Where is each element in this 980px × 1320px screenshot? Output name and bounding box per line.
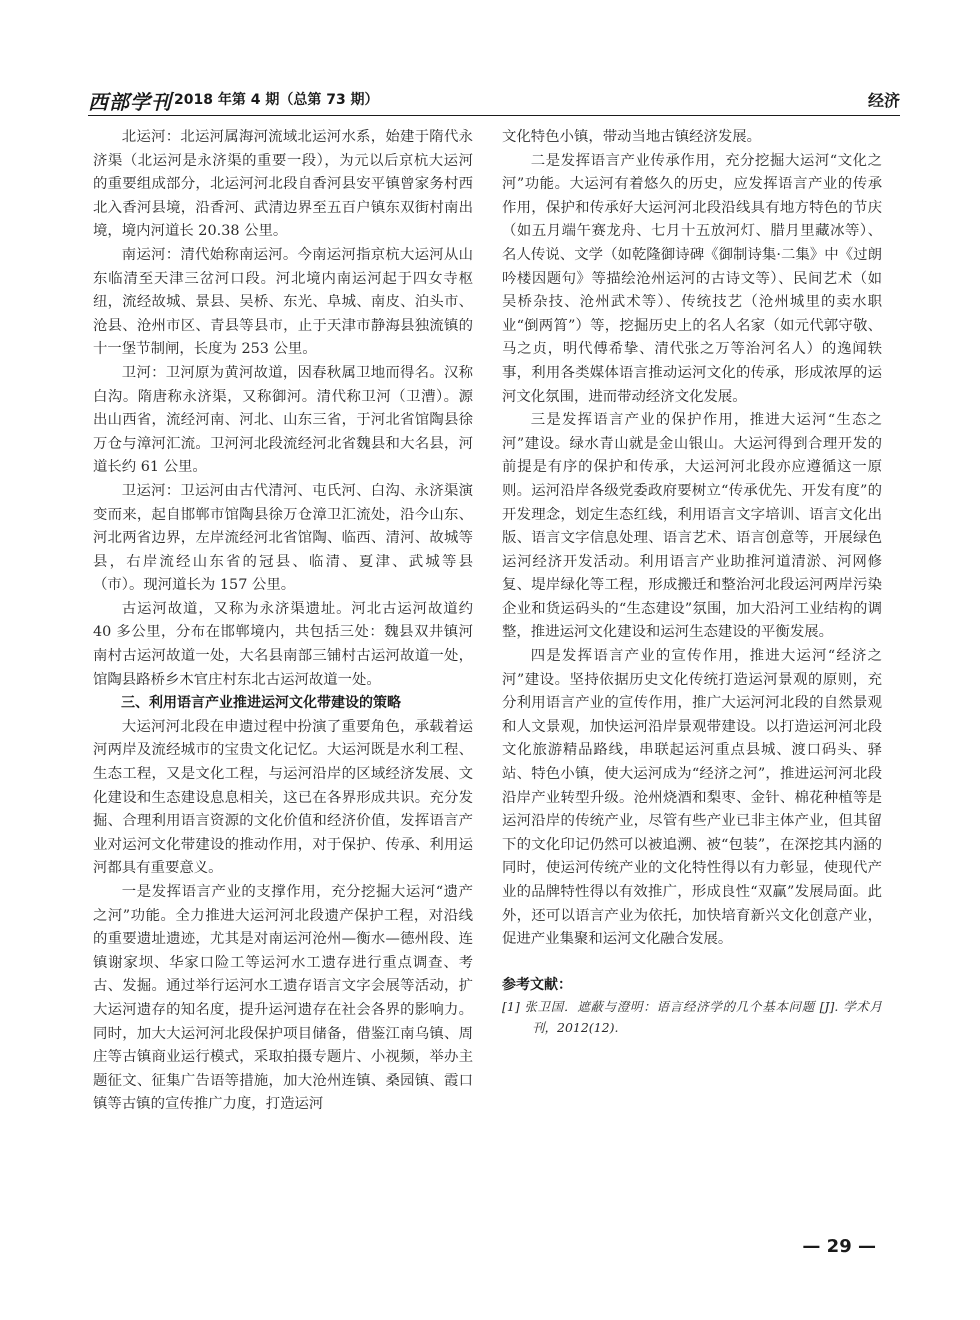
paragraph-strategy-three: 三是发挥语言产业的保护作用，推进大运河“生态之河”建设。绿水青山就是金山银山。大运河得到合理开发的前提是有序的保护和传承，大运河河北段亦应遵循这一原则。运河沿岸各级党委政府要树立“传承优先、开发有度”的开发理念，划定生态红线，利用语言文字培训、语言文化出版、语言文字信息处理、语言艺术、语言创意等，开展绿色运河经济开发活动。利用语言产业助推河道清淤、河网修复、堤岸绿化等工程，形成搬迁和整治河北段运河两岸污染企业和货运码头的“生态建设”氛围，加大沿河工业结构的调整，推进运河文化建设和运河生态建设的平衡发展。 (502, 412, 882, 641)
right-column (502, 126, 882, 1038)
paragraph-south-canal: 南运河：清代始称南运河。今南运河指京杭大运河从山东临清至天津三岔河口段。河北境内南运河起于四女寺枢纽，流经故城、景县、吴桥、东光、阜城、南皮、泊头市、沧县、沧州市区、青县等县市，止于天津市静海县独流镇的十一堡节制闸，长度为 253 公里。 (93, 246, 473, 358)
reference-item: [1] 张卫国．遮蔽与澄明：语言经济学的几个基本问题 [J]. 学术月刊，2012(12). (502, 998, 882, 1035)
paragraph-strategy-intro: 大运河河北段在申遗过程中扮演了重要角色，承载着运河两岸及流经城市的宝贵文化记忆。大运河既是水利工程、生态工程，又是文化工程，与运河沿岸的区域经济发展、文化建设和生态建设息息相关，这已在各界形成共识。充分发掘、合理利用语言资源的文化价值和经济价值，发挥语言产业对运河文化带建设的推动作用，对于保护、传承、利用运河都具有重要意义。 (93, 718, 473, 877)
paragraph-ancient-canal: 古运河故道，又称为永济渠遗址。河北古运河故道约 40 多公里，分布在邯郸境内，共包括三处：魏县双井镇河南村古运河故道一处，大名县南部三铺村古运河故道一处，馆陶县路桥乡木官庄村东北古运河故道一处。 (93, 600, 473, 688)
journal-title: 西部学刊 (88, 90, 172, 114)
page-header (88, 86, 900, 112)
paragraph-strategy-four: 四是发挥语言产业的宣传作用，推进大运河“经济之河”建设。坚持依据历史文化传统打造运河景观的原则，充分利用语言产业的宣传作用，推广大运河河北段的自然景观和人文景观，加快运河沿岸景观带建设。以打造运河河北段文化旅游精品路线，串联起运河重点县城、渡口码头、驿站、特色小镇，使大运河成为“经济之河”，推进运河河北段沿岸产业转型升级。沧州烧酒和梨枣、金针、棉花种植等是运河沿岸的传统产业，尽管有些产业已非主体产业，但其留下的文化印记仍然可以被追溯、被“包装”，在深挖其内涵的同时，使运河传统产业的文化特性得以有力彰显，使现代产业的品牌特性得以有效推广，形成良性“双赢”发展局面。此外，还可以语言产业为依托，加快培育新兴文化创意产业，促进产业集聚和运河文化融合发展。 (502, 648, 882, 948)
page-number: — 29 — (802, 1236, 876, 1257)
references-title: 参考文献： (502, 976, 572, 993)
paragraph-strategy-one: 一是发挥语言产业的支撑作用，充分挖掘大运河“遗产之河”功能。全力推进大运河河北段遗产保护工程，对沿线的重要遗址遗迹，尤其是对南运河沧州—衡水—德州段、连镇谢家坝、华家口险工等运河水工遗存进行重点调查、考古、发掘。通过举行运河水工遗存语言文字会展等活动，扩大运河遗存的知名度，提升运河遗存在社会各界的影响力。同时，加大大运河河北段保护项目储备，借鉴江南乌镇、周庄等古镇商业运行模式，采取拍摄专题片、小视频，举办主题征文、征集广告语等措施，加大沧州连镇、桑园镇、霞口镇等古镇的宣传推广力度，打造运河 (93, 884, 473, 1113)
left-column (93, 126, 473, 1117)
paragraph-continued: 文化特色小镇，带动当地古镇经济发展。 (502, 129, 762, 145)
paragraph-strategy-two: 二是发挥语言产业传承作用，充分挖掘大运河“文化之河”功能。大运河有着悠久的历史，应发挥语言产业的传承作用，保护和传承好大运河河北段沿线具有地方特色的节庆（如五月端午赛龙舟、七月十五放河灯、腊月里藏冰等）、名人传说、文学（如乾隆御诗碑《御制诗集·二集》中《过朗吟楼因题句》等描绘沧州运河的古诗文等）、民间艺术（如吴桥杂技、沧州武术等）、传统技艺（沧州城里的卖水职业“倒两筲”）等，挖掘历史上的名人名家（如元代郭守敬、马之贞，明代傅希挚、清代张之万等治河名人）的逸闻轶事，利用各类媒体语言推动运河文化的传承，形成浓厚的运河文化氛围，进而带动经济文化发展。 (502, 152, 882, 405)
paragraph-weiyun-river: 卫运河：卫运河由古代清河、屯氏河、白沟、永济渠演变而来，起自邯郸市馆陶县徐万仓漳卫汇流处，沿今山东、河北两省边界，左岸流经河北省馆陶、临西、清河、故城等县，右岸流经山东省的冠县、临清、夏津、武城等县（市）。现河道长为 157 公里。 (93, 482, 473, 594)
header-rule (88, 115, 900, 116)
paragraph-north-canal: 北运河：北运河属海河流域北运河水系，始建于隋代永济渠（北运河是永济渠的重要一段），为元以后京杭大运河的重要组成部分，北运河河北段自香河县安平镇曾家务村西北入香河县境，沿香河、武清边界至五百户镇东双街村南出境，境内河道长 20.38 公里。 (93, 129, 473, 240)
paragraph-wei-river: 卫河：卫河原为黄河故道，因春秋属卫地而得名。汉称白沟。隋唐称永济渠，又称御河。清代称卫河（卫漕）。源出山西省，流经河南、河北、山东三省，于河北省馆陶县徐万仓与漳河汇流。卫河河北段流经河北省魏县和大名县，河道长约 61 公里。 (93, 364, 473, 476)
section-label: 经济 (867, 91, 900, 110)
issue-info: 2018 年第 4 期（总第 73 期） (174, 92, 379, 108)
section-heading: 三、利用语言产业推进运河文化带建设的策略 (121, 695, 401, 712)
